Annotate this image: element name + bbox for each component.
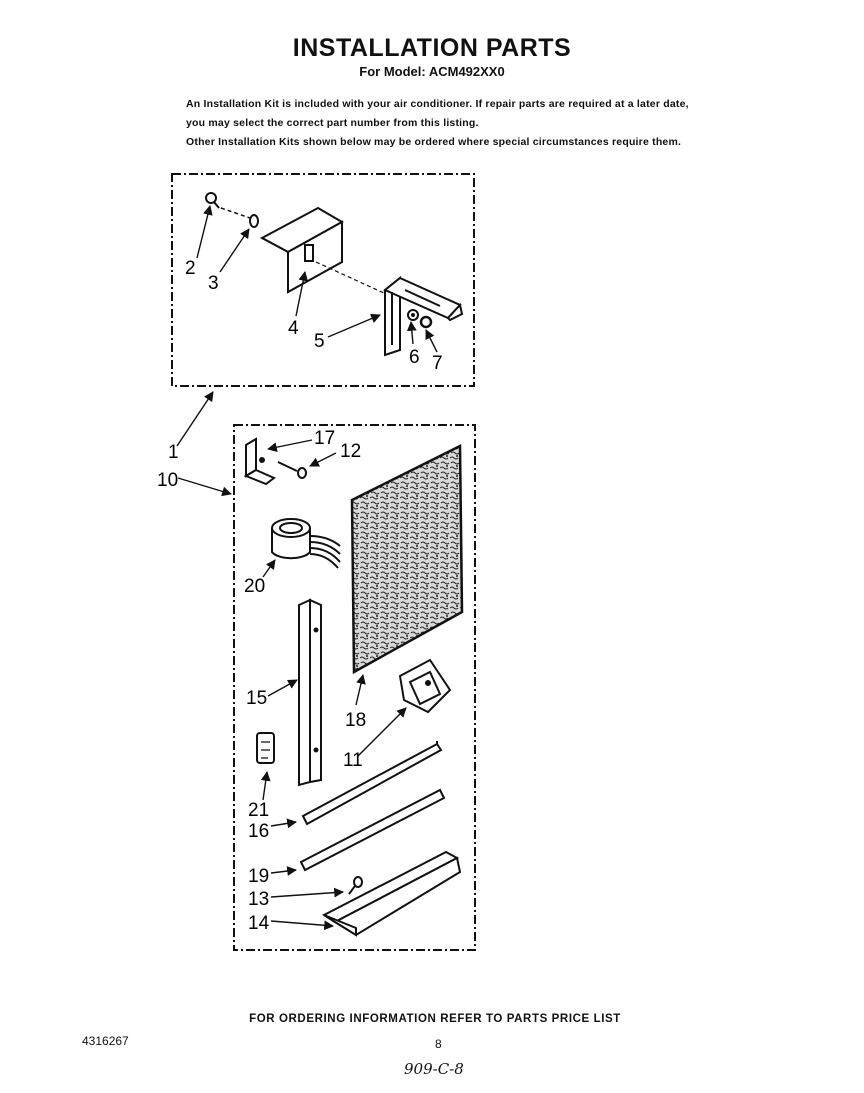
callout-15: 15 bbox=[246, 688, 268, 709]
callout-7: 7 bbox=[432, 353, 443, 374]
callout-19: 19 bbox=[248, 866, 270, 887]
part-20-tape-roll bbox=[272, 519, 340, 568]
model-subtitle: For Model: ACM492XX0 bbox=[359, 64, 505, 79]
callout-11: 11 bbox=[343, 750, 363, 771]
part-21-block bbox=[257, 733, 274, 763]
callout-12: 12 bbox=[340, 441, 362, 462]
callout-21: 21 bbox=[248, 800, 270, 821]
part-3-washer bbox=[250, 215, 258, 227]
part-11-support-clip bbox=[400, 660, 450, 712]
part-6-washer bbox=[408, 310, 418, 320]
callout-2: 2 bbox=[185, 258, 196, 279]
part-2-screw bbox=[206, 193, 219, 208]
callout-18: 18 bbox=[345, 710, 367, 731]
intro-paragraph-1: An Installation Kit is included with your air conditioner. If repair parts are required at a later date, you may select the correct part number from this listing. bbox=[186, 98, 689, 129]
callout-10: 10 bbox=[157, 470, 179, 491]
ordering-info-note: FOR ORDERING INFORMATION REFER TO PARTS PRICE LIST bbox=[249, 1013, 621, 1025]
callout-6: 6 bbox=[409, 347, 420, 368]
intro-paragraph-2: Other Installation Kits shown below may be ordered where special circumstances require them. bbox=[186, 136, 682, 148]
callout-13: 13 bbox=[248, 889, 270, 910]
part-13-screw bbox=[349, 877, 362, 894]
part-12-screw bbox=[278, 462, 306, 478]
callout-17: 17 bbox=[314, 428, 336, 449]
part-15-vertical-channel bbox=[299, 600, 321, 785]
callout-20: 20 bbox=[244, 576, 266, 597]
callout-14: 14 bbox=[248, 913, 270, 934]
document-number: 4316267 bbox=[82, 1034, 129, 1048]
handwritten-note: 909-C-8 bbox=[404, 1060, 464, 1078]
page-title: INSTALLATION PARTS bbox=[292, 34, 572, 62]
part-7-nut bbox=[421, 317, 431, 327]
callout-4: 4 bbox=[288, 318, 299, 339]
part-18-foam-panel bbox=[352, 446, 462, 672]
page-number: 8 bbox=[435, 1037, 442, 1051]
part-14-sill-channel bbox=[324, 852, 460, 935]
callout-3: 3 bbox=[208, 273, 219, 294]
part-16-foam-strip bbox=[303, 741, 441, 824]
part-17-angle-bracket bbox=[246, 439, 274, 484]
callout-5: 5 bbox=[314, 331, 325, 352]
callout-16: 16 bbox=[248, 821, 270, 842]
part-4-cover-bracket bbox=[262, 208, 342, 292]
part-19-foam-strip bbox=[301, 790, 444, 870]
callout-1: 1 bbox=[168, 442, 179, 463]
